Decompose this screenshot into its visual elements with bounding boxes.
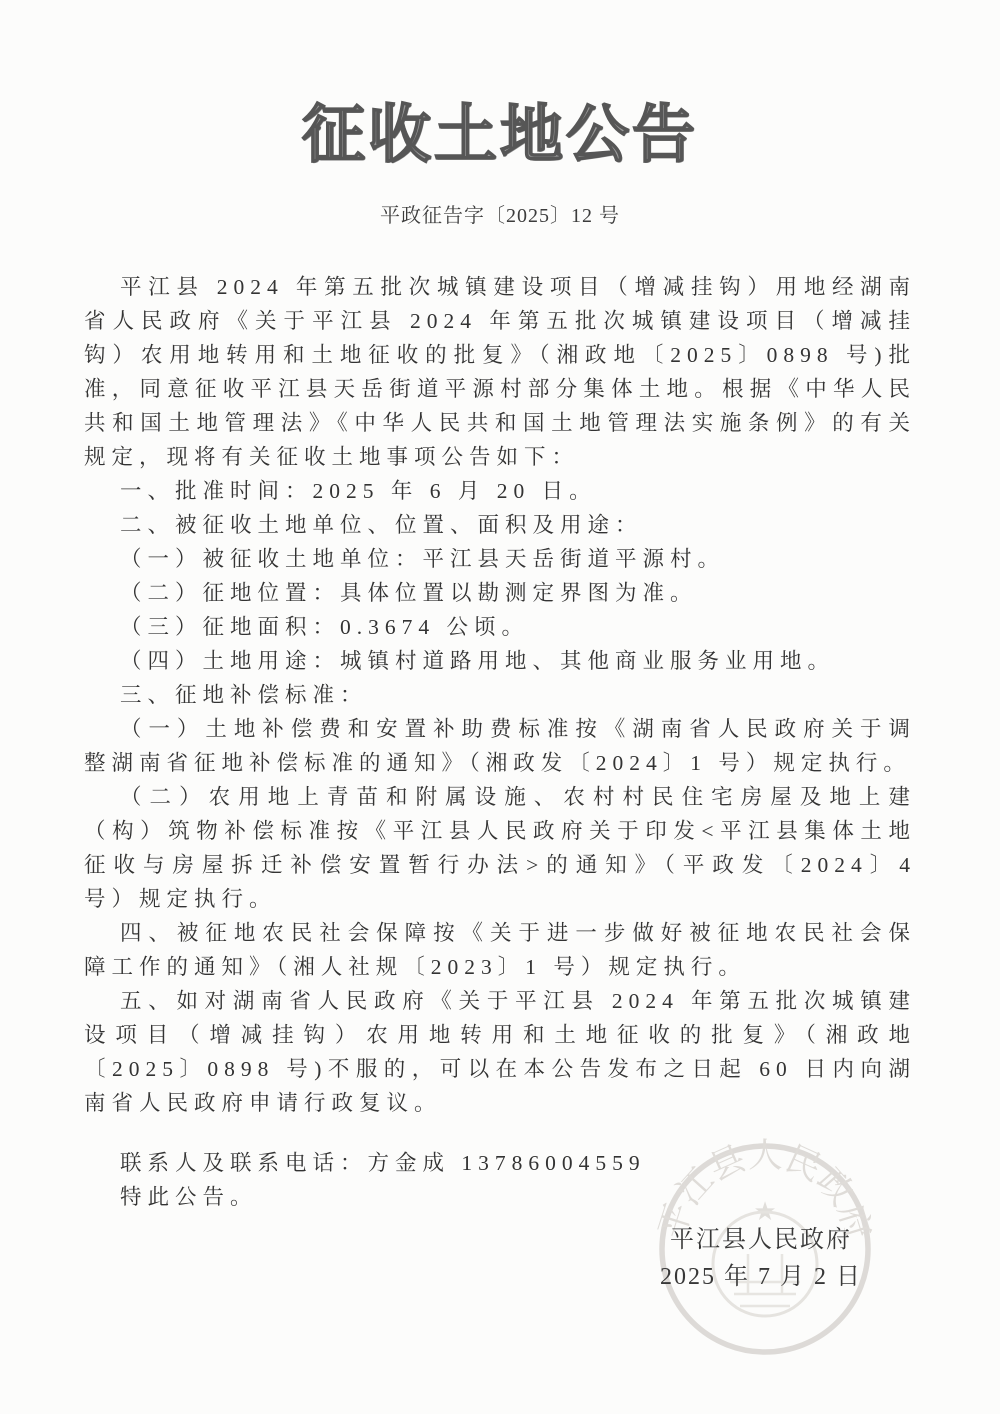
paragraph-intro: 平江县 2024 年第五批次城镇建设项目（增减挂钩）用地经湖南省人民政府《关于平江县 2024 年第五批次城镇建设项目（增减挂钩）农用地转用和土地征收的批复》（湘政地〔2025〕0898 号)批准，同意征收平江县天岳街道平源村部分集体土地。根据《中华人民共和国土地管理法》《中华人民共和国土地管理法实施条例》的有关规定，现将有关征收土地事项公告如下：	[84, 275, 916, 469]
signature-issuer: 平江县人民政府	[670, 1227, 852, 1253]
paragraph-item-2-1: （一）被征收土地单位：平江县天岳街道平源村。	[120, 547, 726, 571]
paragraph-item-3-2: （二）农用地上青苗和附属设施、农村村民住宅房屋及地上建（构）筑物补偿标准按《平江县人民政府关于印发<平江县集体土地征收与房屋拆迁补偿安置暂行办法>的通知》（平政发〔2024〕4 号）规定执行。	[84, 785, 916, 911]
document-content	[84, 0, 916, 1214]
paragraph-item-3-1: （一）土地补偿费和安置补助费标准按《湖南省人民政府关于调整湖南省征地补偿标准的通知》（湘政发〔2024〕1 号）规定执行。	[84, 717, 916, 775]
document-number: 平政征告字〔2025〕12 号	[380, 205, 620, 227]
paragraph-item-2: 二、被征收土地单位、位置、面积及用途：	[120, 513, 643, 537]
contact-line: 联系人及联系电话：方金成 13786004559	[120, 1151, 646, 1175]
paragraph-item-2-3: （三）征地面积：0.3674 公顷。	[120, 615, 530, 639]
signature-block	[630, 1222, 892, 1296]
paragraph-item-3: 三、征地补偿标准：	[120, 683, 368, 707]
seal-arc-text: 平江县人民政府	[652, 1136, 878, 1245]
document-body	[84, 270, 916, 1214]
page-title: 征收土地公告	[302, 100, 698, 170]
paragraph-item-5: 五、如对湖南省人民政府《关于平江县 2024 年第五批次城镇建设项目（增减挂钩）农用地转用和土地征收的批复》（湘政地〔2025〕0898 号)不服的，可以在本公告发布之日起 60 日内向湖南省人民政府申请行政复议。	[84, 989, 916, 1115]
paragraph-item-1: 一、批准时间：2025 年 6 月 20 日。	[120, 479, 597, 503]
paragraph-item-4: 四、被征地农民社会保障按《关于进一步做好被征地农民社会保障工作的通知》（湘人社规〔2023〕1 号）规定执行。	[84, 921, 916, 979]
paragraph-item-2-4: （四）土地用途：城镇村道路用地、其他商业服务业用地。	[120, 649, 836, 673]
seal-star-icon: ★	[753, 1197, 777, 1226]
paragraph-item-2-2: （二）征地位置：具体位置以勘测定界图为准。	[120, 581, 698, 605]
signature-date: 2025 年 7 月 2 日	[660, 1264, 862, 1290]
closing-line: 特此公告。	[120, 1185, 258, 1209]
